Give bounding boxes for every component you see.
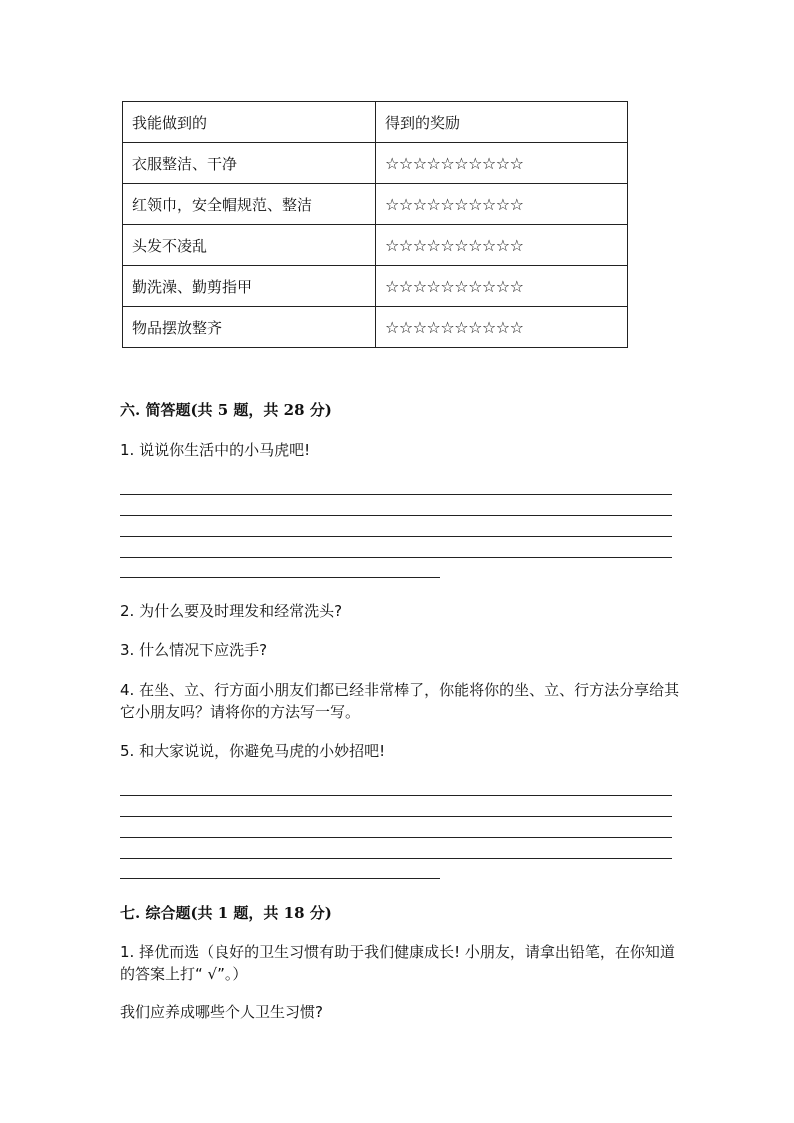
table-row xyxy=(123,225,628,266)
row-item: 头发不凌乱 xyxy=(123,225,376,266)
table-header-row xyxy=(123,102,628,143)
table-row xyxy=(123,266,628,307)
header-cell-can-do: 我能做到的 xyxy=(123,102,376,143)
reward-table xyxy=(122,101,628,348)
question-7-sub: 我们应养成哪些个人卫生习惯? xyxy=(120,1003,323,1021)
row-item: 物品摆放整齐 xyxy=(123,307,376,348)
answer-line[interactable] xyxy=(120,858,672,859)
answer-line[interactable] xyxy=(120,577,440,578)
answer-line[interactable] xyxy=(120,494,672,495)
question-6-1: 1. 说说你生活中的小马虎吧! xyxy=(120,441,311,459)
answer-line[interactable] xyxy=(120,837,672,838)
question-7-1: 1. 择优而选（良好的卫生习惯有助于我们健康成长! 小朋友，请拿出铅笔，在你知道的答案上打“ √”。） xyxy=(120,943,675,983)
row-stars: ☆☆☆☆☆☆☆☆☆☆ xyxy=(376,266,628,307)
question-6-4: 4. 在坐、立、行方面小朋友们都已经非常棒了，你能将你的坐、立、行方法分享给其它小朋友吗？请将你的方法写一写。 xyxy=(120,681,680,721)
section-7-title: 七. 综合题(共 1 题，共 18 分) xyxy=(120,904,332,922)
table-row xyxy=(123,143,628,184)
question-6-3: 3. 什么情况下应洗手? xyxy=(120,641,268,659)
answer-line[interactable] xyxy=(120,515,672,516)
row-item: 红领巾，安全帽规范、整洁 xyxy=(123,184,376,225)
row-stars: ☆☆☆☆☆☆☆☆☆☆ xyxy=(376,307,628,348)
answer-line[interactable] xyxy=(120,878,440,879)
table-row xyxy=(123,184,628,225)
section-6-title: 六. 简答题(共 5 题，共 28 分) xyxy=(120,401,332,419)
row-item: 衣服整洁、干净 xyxy=(123,143,376,184)
answer-line[interactable] xyxy=(120,816,672,817)
answer-line[interactable] xyxy=(120,536,672,537)
row-stars: ☆☆☆☆☆☆☆☆☆☆ xyxy=(376,143,628,184)
table-row xyxy=(123,307,628,348)
row-item: 勤洗澡、勤剪指甲 xyxy=(123,266,376,307)
question-6-2: 2. 为什么要及时理发和经常洗头? xyxy=(120,602,343,620)
row-stars: ☆☆☆☆☆☆☆☆☆☆ xyxy=(376,225,628,266)
row-stars: ☆☆☆☆☆☆☆☆☆☆ xyxy=(376,184,628,225)
answer-line[interactable] xyxy=(120,795,672,796)
answer-line[interactable] xyxy=(120,557,672,558)
header-cell-reward: 得到的奖励 xyxy=(376,102,628,143)
question-6-5: 5. 和大家说说，你避免马虎的小妙招吧! xyxy=(120,742,386,760)
